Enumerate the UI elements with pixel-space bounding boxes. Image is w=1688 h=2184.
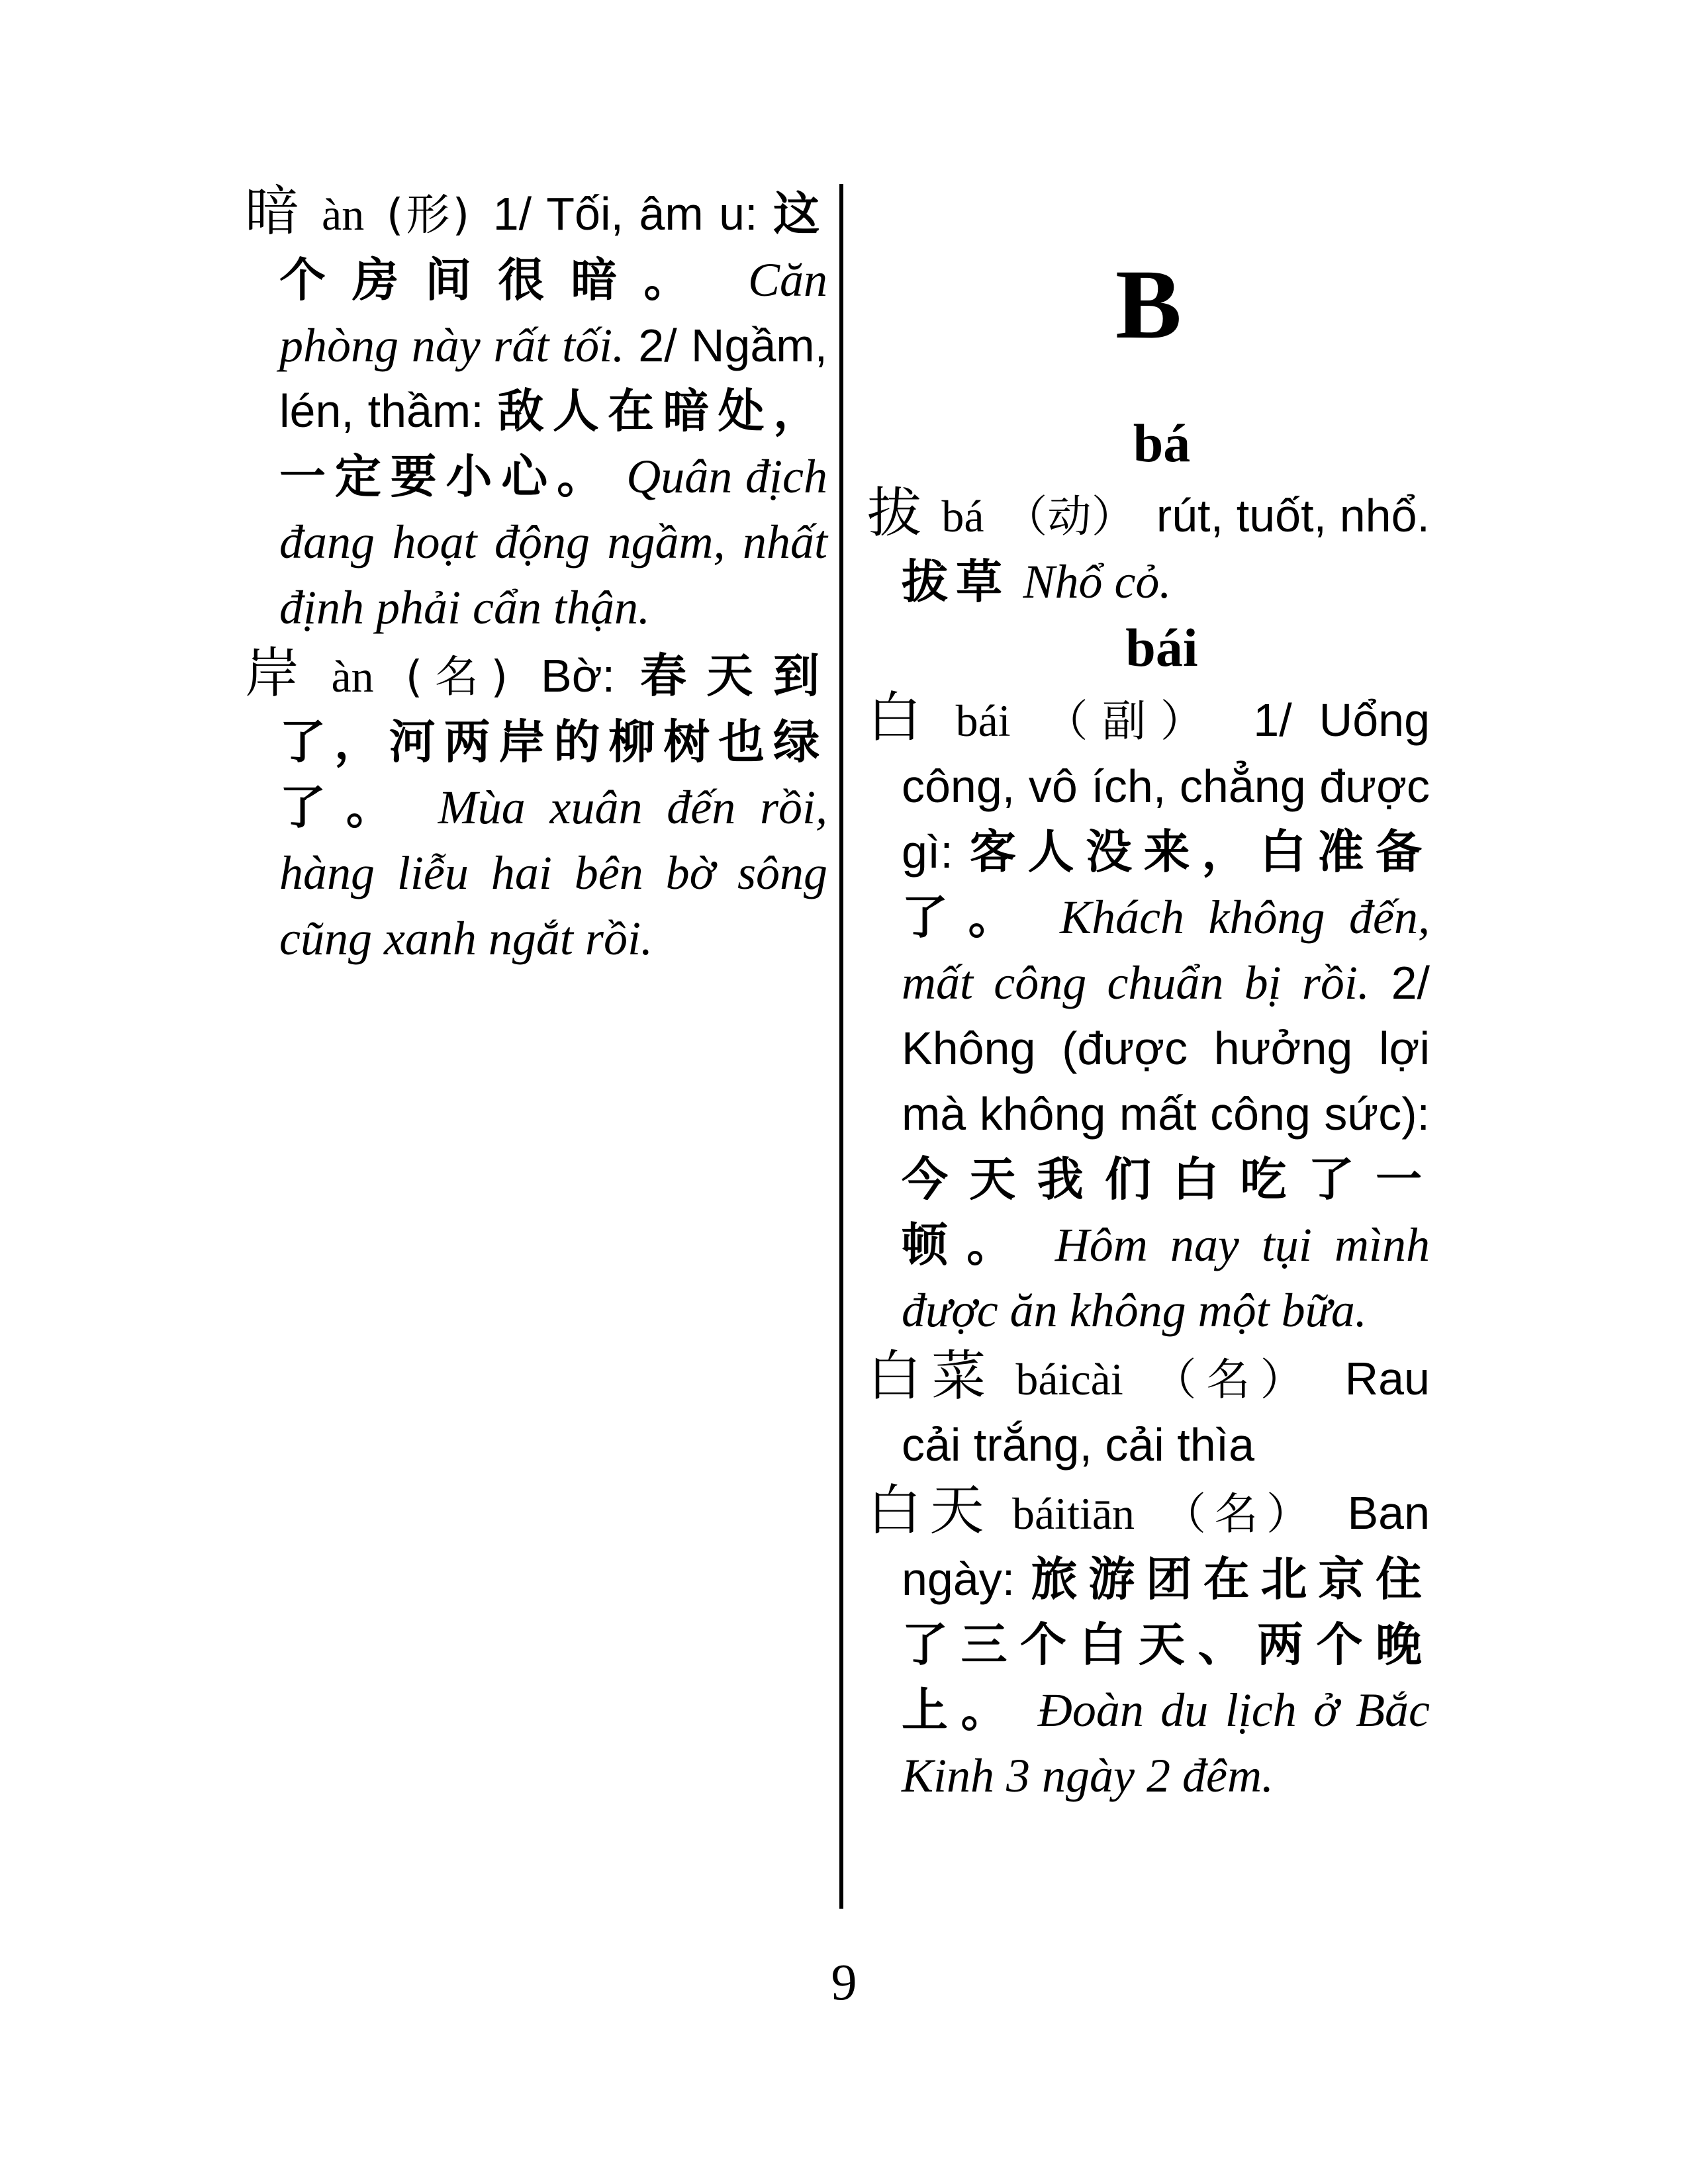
example-chinese: 敌人在暗处，一定要小心。 [279,384,827,504]
definition: 2/ Ngầm, lén, thầm: [279,320,828,437]
dictionary-entry [867,1343,1430,1478]
example-translation: Nhổ cỏ. [1023,555,1172,608]
part-of-speech: (名) [405,651,508,702]
page-number: 9 [831,1953,857,2011]
example-chinese: 拔草 [902,555,1010,609]
example-chinese: 这个房间很暗。 [279,187,827,307]
example-chinese: 今天我们白吃了一顿。 [902,1152,1430,1272]
definition: Bờ: [541,650,616,702]
headword: 暗 [245,180,303,243]
example-translation: Quân địch đang hoạt động ngầm, nhất định phải cẩn thận. [279,450,827,634]
dictionary-entry [867,480,1430,615]
definition: Ban ngày: [902,1487,1430,1605]
section-letter: B [1115,250,1182,359]
column-divider [839,184,843,1909]
part-of-speech: (形) [386,189,470,240]
definition: Rau cải trắng, cải thìa [902,1353,1430,1471]
pinyin: bá [941,491,984,541]
part-of-speech: （副） [1044,696,1219,747]
pinyin: àn [322,189,365,240]
pinyin: báitiān [1012,1488,1135,1539]
headword: 白 [867,686,936,749]
definition: 2/ Không (được hưởng lợi mà không mất công sức): [902,957,1430,1140]
part-of-speech: （名） [1152,1354,1314,1405]
dictionary-entry [245,641,828,972]
syllable-heading: bá [1133,413,1191,473]
definition: rút, tuốt, nhổ. [1156,490,1430,541]
example-translation: Hôm nay tụi mình được ăn không một bữa. [902,1218,1430,1337]
example-translation: Mùa xuân đến rồi, hàng liễu hai bên bờ sông cũng xanh ngắt rồi. [279,781,828,965]
dictionary-entry [867,1478,1430,1809]
syllable-heading: bái [1125,617,1198,678]
example-chinese: 春天到了，河两岸的柳树也绿了。 [279,649,828,835]
pinyin: àn [331,651,374,702]
dictionary-entry [245,179,828,641]
left-column [245,179,827,972]
definition: 1/ Uổng công, vô ích, chẳng được gì: [902,694,1430,878]
headword: 岸 [245,642,312,705]
definition: 1/ Tối, âm u: [492,188,758,240]
headword: 白天 [867,1479,992,1542]
example-translation: Khách không đến, mất công chuẩn bị rồi. [902,891,1430,1009]
example-translation: Căn phòng này rất tối. [279,253,828,372]
dictionary-entry [867,685,1430,1343]
right-column [867,179,1430,1809]
headword: 拔 [867,482,922,545]
example-chinese: 旅游团在北京住了三个白天、两个晚上。 [902,1552,1430,1737]
example-chinese: 客人没来，白准备了。 [902,825,1430,944]
pinyin: báicài [1015,1354,1123,1404]
headword: 白菜 [867,1345,996,1408]
part-of-speech: （名） [1162,1488,1319,1539]
pinyin: bái [955,696,1011,746]
part-of-speech: （动） [1004,491,1136,542]
example-translation: Đoàn du lịch ở Bắc Kinh 3 ngày 2 đêm. [902,1684,1430,1802]
